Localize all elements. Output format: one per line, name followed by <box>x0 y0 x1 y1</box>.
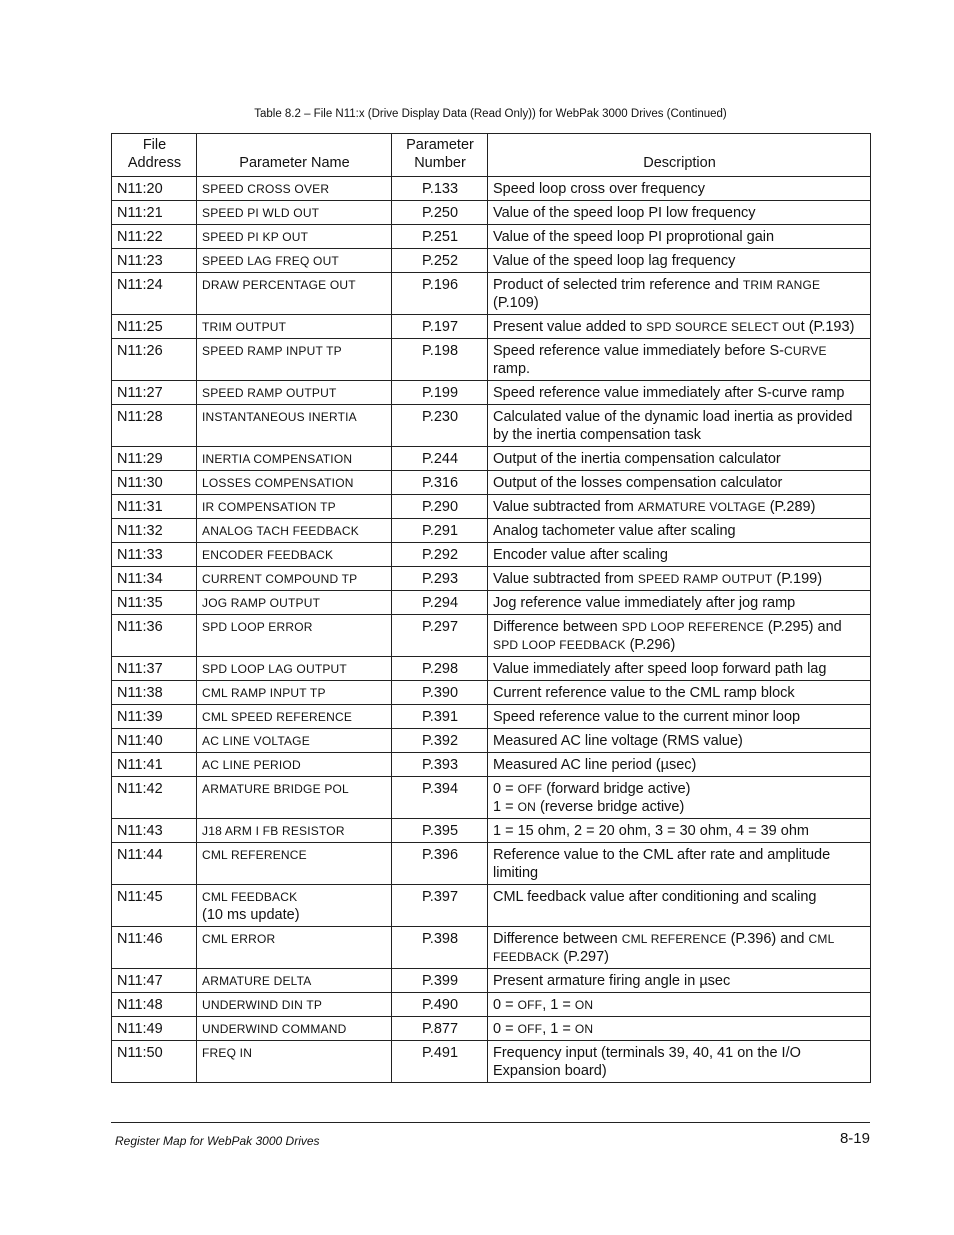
parameter-name: CML REFERENCE <box>202 848 307 862</box>
parameter-name-cell <box>197 471 392 495</box>
table-row <box>112 753 871 777</box>
footer-rule <box>111 1122 870 1123</box>
parameter-name-cell <box>197 567 392 591</box>
description-cell <box>488 819 871 843</box>
description-text: Difference between <box>493 931 622 947</box>
description-text: Calculated value of the dynamic load inertia as provided by the inertia compensation task <box>493 409 853 443</box>
description-cell <box>488 201 871 225</box>
parameter-name-cell <box>197 495 392 519</box>
file-address-cell: N11:30 <box>112 471 197 495</box>
file-address-cell: N11:46 <box>112 927 197 969</box>
parameter-name-cell <box>197 729 392 753</box>
description-cell <box>488 315 871 339</box>
description-text: Present armature firing angle in µsec <box>493 973 731 989</box>
table-row <box>112 471 871 495</box>
parameter-number-cell: P.250 <box>392 201 488 225</box>
parameter-reference: SPD LOOP FEEDBACK <box>493 638 626 652</box>
file-address-cell: N11:41 <box>112 753 197 777</box>
description-text: , 1 = <box>542 1021 575 1037</box>
parameter-name: SPD LOOP ERROR <box>202 620 313 634</box>
parameter-name: JOG RAMP OUTPUT <box>202 596 321 610</box>
description-text: (P.199) <box>772 571 823 587</box>
file-address-cell: N11:40 <box>112 729 197 753</box>
description-text: Current reference value to the CML ramp block <box>493 685 795 701</box>
table-row <box>112 819 871 843</box>
parameter-number-cell: P.291 <box>392 519 488 543</box>
parameter-reference: ON <box>574 998 594 1012</box>
file-address-cell: N11:33 <box>112 543 197 567</box>
parameter-number-cell: P.244 <box>392 447 488 471</box>
parameter-name: CML RAMP INPUT TP <box>202 686 326 700</box>
description-text: Speed reference value immediately before S- <box>493 343 784 359</box>
file-address-cell: N11:39 <box>112 705 197 729</box>
file-address-cell: N11:35 <box>112 591 197 615</box>
parameter-name-cell <box>197 519 392 543</box>
table-row <box>112 885 871 927</box>
table-row <box>112 843 871 885</box>
description-text: Reference value to the CML after rate and amplitude limiting <box>493 847 831 881</box>
file-address-cell: N11:38 <box>112 681 197 705</box>
file-address-cell: N11:45 <box>112 885 197 927</box>
parameter-reference: SPD SOURCE SELECT OU <box>646 320 801 334</box>
description-cell <box>488 615 871 657</box>
table-row <box>112 519 871 543</box>
table-row <box>112 591 871 615</box>
description-cell <box>488 447 871 471</box>
file-address-cell: N11:21 <box>112 201 197 225</box>
description-text: Present value added to <box>493 319 647 335</box>
parameter-name-cell <box>197 657 392 681</box>
parameter-table <box>111 133 871 1083</box>
parameter-name: ARMATURE DELTA <box>202 974 312 988</box>
description-text: ramp. <box>493 361 531 377</box>
description-text: 0 = <box>493 1021 518 1037</box>
description-text: Frequency input (terminals 39, 40, 41 on the I/O Expansion board) <box>493 1045 801 1079</box>
description-cell <box>488 729 871 753</box>
parameter-number-cell: P.252 <box>392 249 488 273</box>
parameter-reference: SPD LOOP REFERENCE <box>621 620 764 634</box>
parameter-name: ENCODER FEEDBACK <box>202 548 334 562</box>
table-row <box>112 447 871 471</box>
parameter-name-cell <box>197 885 392 927</box>
description-text: (P.109) <box>493 295 539 311</box>
parameter-name-cell <box>197 201 392 225</box>
parameter-reference: ON <box>574 1022 594 1036</box>
table-row <box>112 381 871 405</box>
description-cell <box>488 777 871 819</box>
description-cell <box>488 543 871 567</box>
description-text: Encoder value after scaling <box>493 547 668 563</box>
file-address-cell: N11:50 <box>112 1041 197 1083</box>
parameter-reference: OFF <box>517 782 543 796</box>
description-text: Value subtracted from <box>493 499 638 515</box>
parameter-number-cell: P.392 <box>392 729 488 753</box>
parameter-name-cell <box>197 819 392 843</box>
description-text: (P.396) and <box>726 931 809 947</box>
parameter-number-cell: P.396 <box>392 843 488 885</box>
table-row <box>112 927 871 969</box>
description-text: 0 = <box>493 781 518 797</box>
parameter-number-cell: P.399 <box>392 969 488 993</box>
parameter-name: TRIM OUTPUT <box>202 320 287 334</box>
parameter-number-cell: P.230 <box>392 405 488 447</box>
description-text: Value of the speed loop PI low frequency <box>493 205 756 221</box>
table-row <box>112 681 871 705</box>
parameter-name-cell <box>197 177 392 201</box>
description-cell <box>488 591 871 615</box>
table-row <box>112 615 871 657</box>
parameter-number-cell: P.290 <box>392 495 488 519</box>
description-text: (P.296) <box>625 637 676 653</box>
parameter-name: SPD LOOP LAG OUTPUT <box>202 662 347 676</box>
parameter-number-cell: P.491 <box>392 1041 488 1083</box>
description-cell <box>488 1041 871 1083</box>
header-parameter-name: Parameter Name <box>197 134 392 177</box>
parameter-name-note: (10 ms update) <box>202 907 300 923</box>
parameter-number-cell: P.293 <box>392 567 488 591</box>
table-row <box>112 729 871 753</box>
parameter-name-cell <box>197 273 392 315</box>
parameter-reference: SPEED RAMP OUTPUT <box>637 572 773 586</box>
file-address-cell: N11:44 <box>112 843 197 885</box>
parameter-number-cell: P.133 <box>392 177 488 201</box>
file-address-cell: N11:29 <box>112 447 197 471</box>
parameter-number-cell: P.398 <box>392 927 488 969</box>
table-row <box>112 315 871 339</box>
parameter-number-cell: P.490 <box>392 993 488 1017</box>
description-cell <box>488 339 871 381</box>
description-text: Product of selected trim reference and <box>493 277 743 293</box>
parameter-name: IR COMPENSATION TP <box>202 500 336 514</box>
description-text: (reverse bridge active) <box>536 799 685 815</box>
table-row <box>112 1017 871 1041</box>
parameter-reference: TRIM RANGE <box>742 278 821 292</box>
description-cell <box>488 843 871 885</box>
file-address-cell: N11:25 <box>112 315 197 339</box>
description-text: Value immediately after speed loop forward path lag <box>493 661 827 677</box>
parameter-name-cell <box>197 447 392 471</box>
parameter-name: CML ERROR <box>202 932 276 946</box>
parameter-number-cell: P.199 <box>392 381 488 405</box>
table-row <box>112 993 871 1017</box>
description-cell <box>488 405 871 447</box>
parameter-name: J18 ARM I FB RESISTOR <box>202 824 345 838</box>
description-text: Output of the inertia compensation calculator <box>493 451 781 467</box>
table-row <box>112 495 871 519</box>
description-cell <box>488 927 871 969</box>
parameter-name: ARMATURE BRIDGE POL <box>202 782 349 796</box>
file-address-cell: N11:47 <box>112 969 197 993</box>
parameter-reference: ARMATURE VOLTAGE <box>637 500 766 514</box>
file-address-cell: N11:28 <box>112 405 197 447</box>
parameter-name-cell <box>197 927 392 969</box>
table-row <box>112 339 871 381</box>
parameter-number-cell: P.298 <box>392 657 488 681</box>
parameter-name-cell <box>197 315 392 339</box>
table-row <box>112 543 871 567</box>
parameter-number-cell: P.397 <box>392 885 488 927</box>
parameter-number-cell: P.198 <box>392 339 488 381</box>
parameter-number-cell: P.292 <box>392 543 488 567</box>
header-parameter-number: Parameter Number <box>392 134 488 177</box>
parameter-name-cell <box>197 591 392 615</box>
parameter-name-cell <box>197 681 392 705</box>
description-text: Value of the speed loop PI proprotional gain <box>493 229 775 245</box>
description-cell <box>488 885 871 927</box>
parameter-number-cell: P.395 <box>392 819 488 843</box>
file-address-cell: N11:23 <box>112 249 197 273</box>
description-text: 0 = <box>493 997 518 1013</box>
parameter-number-cell: P.251 <box>392 225 488 249</box>
description-cell <box>488 567 871 591</box>
table-row <box>112 201 871 225</box>
parameter-number-cell: P.390 <box>392 681 488 705</box>
table-row <box>112 405 871 447</box>
description-text: Measured AC line voltage (RMS value) <box>493 733 743 749</box>
parameter-number-cell: P.297 <box>392 615 488 657</box>
description-text: t (P.193) <box>800 319 855 335</box>
description-text: Value of the speed loop lag frequency <box>493 253 736 269</box>
table-row <box>112 969 871 993</box>
parameter-name: SPEED CROSS OVER <box>202 182 330 196</box>
parameter-name-cell <box>197 753 392 777</box>
parameter-name-cell <box>197 615 392 657</box>
header-file-address: File Address <box>112 134 197 177</box>
description-text: , 1 = <box>542 997 575 1013</box>
parameter-name: AC LINE PERIOD <box>202 758 301 772</box>
parameter-name: SPEED PI WLD OUT <box>202 206 320 220</box>
parameter-reference: CURVE <box>783 344 827 358</box>
table-row <box>112 567 871 591</box>
parameter-reference: CML FEEDBACK <box>493 932 835 964</box>
description-text: (forward bridge active) <box>542 781 691 797</box>
parameter-name-cell <box>197 543 392 567</box>
parameter-reference: OFF <box>517 1022 543 1036</box>
description-text: Speed reference value to the current minor loop <box>493 709 801 725</box>
parameter-name: SPEED PI KP OUT <box>202 230 309 244</box>
table-row <box>112 1041 871 1083</box>
parameter-name: AC LINE VOLTAGE <box>202 734 310 748</box>
file-address-cell: N11:24 <box>112 273 197 315</box>
parameter-number-cell: P.393 <box>392 753 488 777</box>
file-address-cell: N11:20 <box>112 177 197 201</box>
header-description: Description <box>488 134 871 177</box>
description-cell <box>488 1017 871 1041</box>
description-cell <box>488 177 871 201</box>
table-row <box>112 657 871 681</box>
description-cell <box>488 495 871 519</box>
table-header-row <box>112 134 871 177</box>
parameter-name: INERTIA COMPENSATION <box>202 452 353 466</box>
description-text: Jog reference value immediately after jog ramp <box>493 595 796 611</box>
parameter-reference: ON <box>517 800 536 814</box>
parameter-name-cell <box>197 1041 392 1083</box>
parameter-number-cell: P.197 <box>392 315 488 339</box>
parameter-reference: CML REFERENCE <box>621 932 727 946</box>
description-cell <box>488 657 871 681</box>
file-address-cell: N11:22 <box>112 225 197 249</box>
parameter-name-cell <box>197 843 392 885</box>
description-cell <box>488 225 871 249</box>
file-address-cell: N11:49 <box>112 1017 197 1041</box>
description-text: Speed loop cross over frequency <box>493 181 705 197</box>
table-caption: Table 8.2 – File N11:x (Drive Display Data (Read Only)) for WebPak 3000 Drives (Continued) <box>254 108 727 120</box>
parameter-name-cell <box>197 249 392 273</box>
file-address-cell: N11:34 <box>112 567 197 591</box>
parameter-number-cell: P.316 <box>392 471 488 495</box>
parameter-name: INSTANTANEOUS INERTIA <box>202 410 357 424</box>
file-address-cell: N11:27 <box>112 381 197 405</box>
file-address-cell: N11:31 <box>112 495 197 519</box>
parameter-name: CURRENT COMPOUND TP <box>202 572 358 586</box>
description-text: (P.295) and <box>763 619 842 635</box>
description-cell <box>488 273 871 315</box>
description-text: CML feedback value after conditioning and scaling <box>493 889 817 905</box>
description-text: Speed reference value immediately after S-curve ramp <box>493 385 845 401</box>
parameter-number-cell: P.877 <box>392 1017 488 1041</box>
parameter-reference: OFF <box>517 998 543 1012</box>
parameter-name-cell <box>197 225 392 249</box>
parameter-name-cell <box>197 705 392 729</box>
table-row <box>112 777 871 819</box>
description-text: (P.289) <box>765 499 816 515</box>
description-text: Difference between <box>493 619 622 635</box>
description-text: Measured AC line period (µsec) <box>493 757 697 773</box>
parameter-name: SPEED RAMP OUTPUT <box>202 386 337 400</box>
parameter-name: SPEED RAMP INPUT TP <box>202 344 342 358</box>
file-address-cell: N11:43 <box>112 819 197 843</box>
parameter-name: CML SPEED REFERENCE <box>202 710 353 724</box>
description-text: 1 = <box>493 799 518 815</box>
parameter-name: FREQ IN <box>202 1046 253 1060</box>
description-text: Output of the losses compensation calculator <box>493 475 783 491</box>
description-cell <box>488 993 871 1017</box>
parameter-number-cell: P.391 <box>392 705 488 729</box>
file-address-cell: N11:36 <box>112 615 197 657</box>
file-address-cell: N11:26 <box>112 339 197 381</box>
table-row <box>112 705 871 729</box>
description-text: 1 = 15 ohm, 2 = 20 ohm, 3 = 30 ohm, 4 = 39 ohm <box>493 823 809 839</box>
description-cell <box>488 681 871 705</box>
description-text: Value subtracted from <box>493 571 638 587</box>
parameter-name: CML FEEDBACK <box>202 890 298 904</box>
file-address-cell: N11:32 <box>112 519 197 543</box>
parameter-name: UNDERWIND DIN TP <box>202 998 323 1012</box>
description-text: (P.297) <box>559 949 610 965</box>
file-address-cell: N11:42 <box>112 777 197 819</box>
parameter-name: SPEED LAG FREQ OUT <box>202 254 339 268</box>
description-text: Analog tachometer value after scaling <box>493 523 736 539</box>
parameter-name-cell <box>197 777 392 819</box>
table-row <box>112 273 871 315</box>
parameter-name: UNDERWIND COMMAND <box>202 1022 347 1036</box>
parameter-name: DRAW PERCENTAGE OUT <box>202 278 356 292</box>
parameter-number-cell: P.394 <box>392 777 488 819</box>
table-row <box>112 177 871 201</box>
parameter-name-cell <box>197 993 392 1017</box>
description-cell <box>488 519 871 543</box>
parameter-name-cell <box>197 339 392 381</box>
description-cell <box>488 753 871 777</box>
parameter-name-cell <box>197 405 392 447</box>
description-cell <box>488 381 871 405</box>
parameter-name: LOSSES COMPENSATION <box>202 476 354 490</box>
footer-title: Register Map for WebPak 3000 Drives <box>115 1134 320 1148</box>
file-address-cell: N11:48 <box>112 993 197 1017</box>
table-row <box>112 225 871 249</box>
description-cell <box>488 705 871 729</box>
parameter-number-cell: P.294 <box>392 591 488 615</box>
page-number: 8-19 <box>839 1130 870 1147</box>
description-cell <box>488 471 871 495</box>
table-row <box>112 249 871 273</box>
table-body <box>112 177 871 1083</box>
parameter-name-cell <box>197 1017 392 1041</box>
parameter-name-cell <box>197 381 392 405</box>
parameter-name-cell <box>197 969 392 993</box>
file-address-cell: N11:37 <box>112 657 197 681</box>
description-cell <box>488 969 871 993</box>
description-cell <box>488 249 871 273</box>
parameter-name: ANALOG TACH FEEDBACK <box>202 524 359 538</box>
parameter-number-cell: P.196 <box>392 273 488 315</box>
